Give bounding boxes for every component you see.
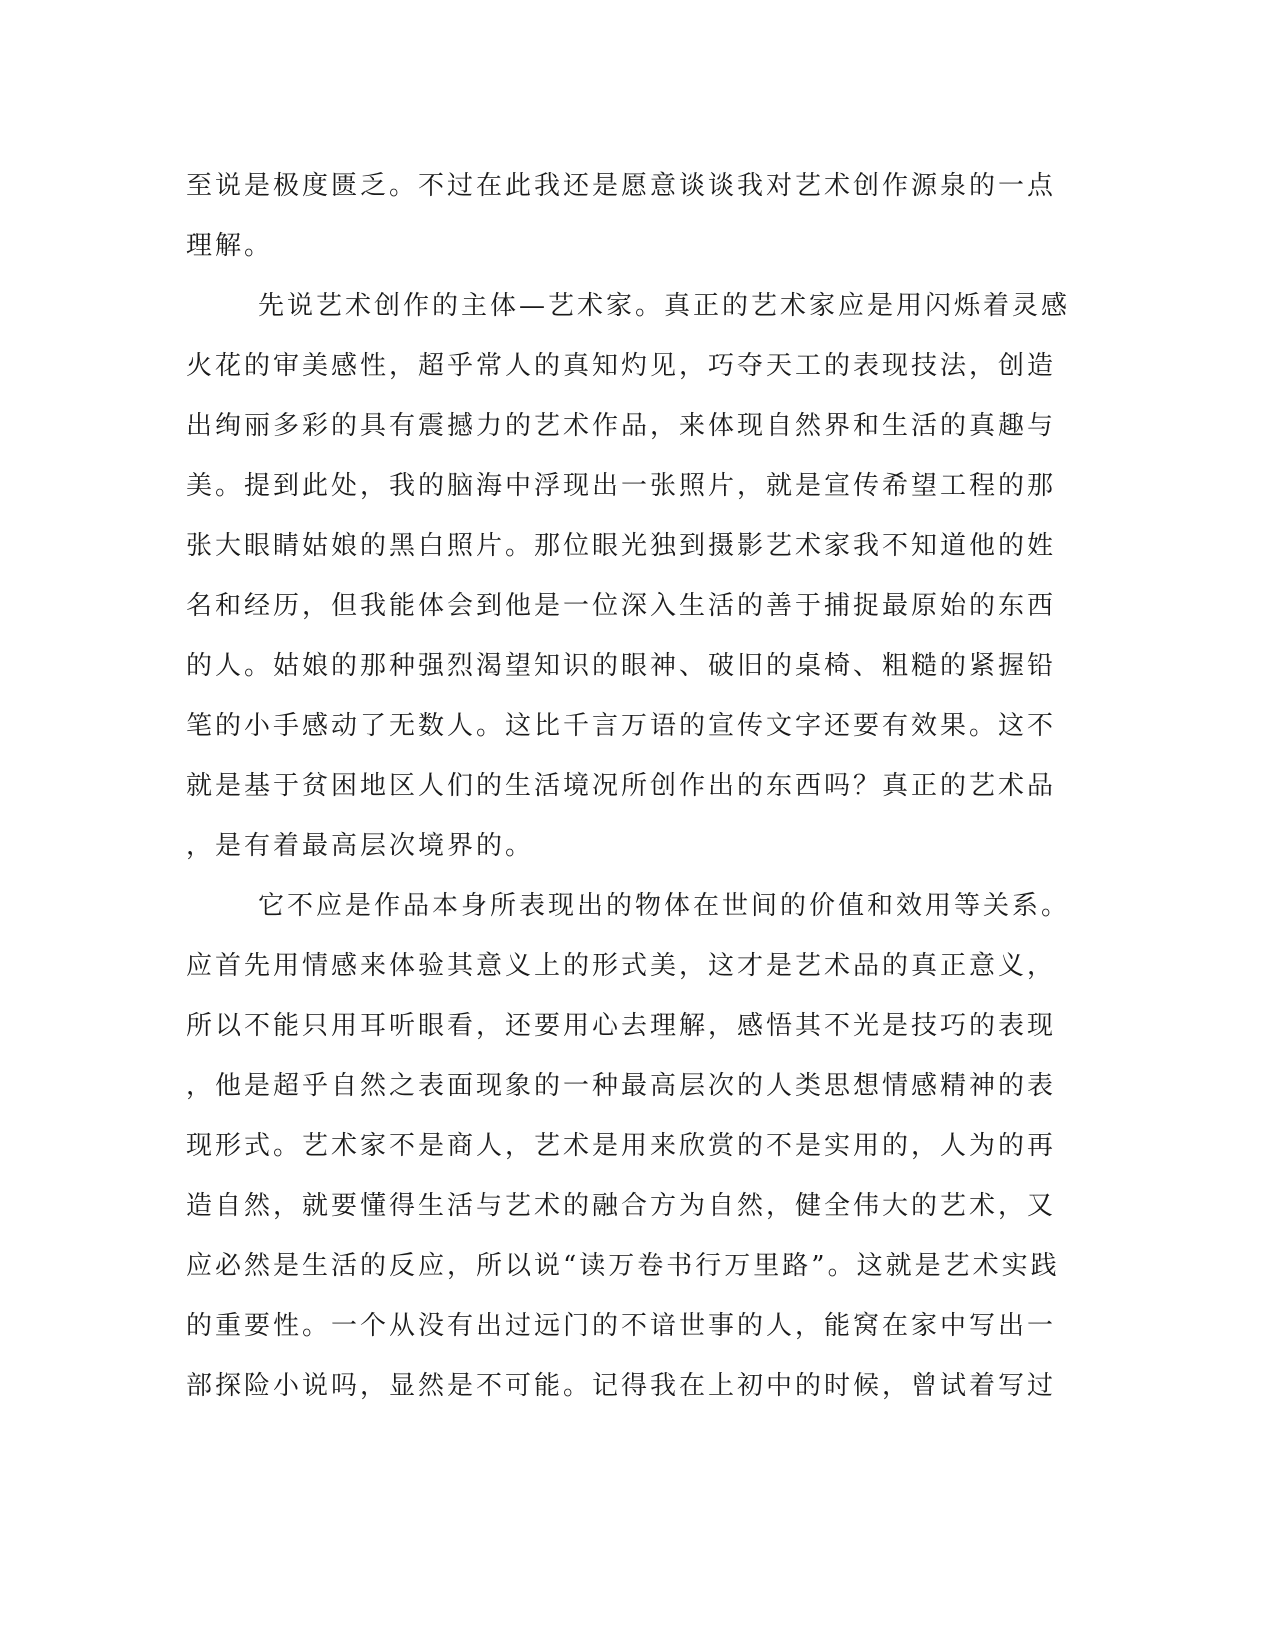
- text-line: 名和经历，但我能体会到他是一位深入生活的善于捕捉最原始的东西: [186, 591, 1057, 621]
- text-line: 它不应是作品本身所表现出的物体在世间的价值和效用等关系。: [258, 891, 1071, 921]
- text-line: 先说艺术创作的主体—艺术家。真正的艺术家应是用闪烁着灵感: [258, 291, 1071, 321]
- text-line: 火花的审美感性，超乎常人的真知灼见，巧夺天工的表现技法，创造: [186, 351, 1057, 381]
- text-line: ，是有着最高层次境界的。: [186, 831, 535, 861]
- text-line: 的重要性。一个从没有出过远门的不谙世事的人，能窝在家中写出一: [186, 1311, 1057, 1341]
- text-line: 所以不能只用耳听眼看，还要用心去理解，感悟其不光是技巧的表现: [186, 1011, 1057, 1041]
- text-line: 张大眼睛姑娘的黑白照片。那位眼光独到摄影艺术家我不知道他的姓: [186, 531, 1057, 561]
- text-line: 部探险小说吗，显然是不可能。记得我在上初中的时候，曾试着写过: [186, 1371, 1057, 1401]
- body-text: [186, 156, 1071, 1416]
- text-line: 笔的小手感动了无数人。这比千言万语的宣传文字还要有效果。这不: [186, 711, 1057, 741]
- text-line: 应必然是生活的反应，所以说“读万卷书行万里路”。这就是艺术实践: [186, 1251, 1060, 1281]
- text-line: 至说是极度匮乏。不过在此我还是愿意谈谈我对艺术创作源泉的一点: [186, 171, 1057, 201]
- text-line: 美。提到此处，我的脑海中浮现出一张照片，就是宣传希望工程的那: [186, 471, 1057, 501]
- text-line: 的人。姑娘的那种强烈渴望知识的眼神、破旧的桌椅、粗糙的紧握铅: [186, 651, 1057, 681]
- text-line: 现形式。艺术家不是商人，艺术是用来欣赏的不是实用的，人为的再: [186, 1131, 1057, 1161]
- text-line: 造自然，就要懂得生活与艺术的融合方为自然，健全伟大的艺术，又: [186, 1191, 1057, 1221]
- text-line: 理解。: [186, 231, 274, 261]
- text-line: 应首先用情感来体验其意义上的形式美，这才是艺术品的真正意义，: [186, 951, 1057, 981]
- text-line: 就是基于贫困地区人们的生活境况所创作出的东西吗？真正的艺术品: [186, 771, 1057, 801]
- text-line: ，他是超乎自然之表面现象的一种最高层次的人类思想情感精神的表: [186, 1071, 1057, 1101]
- text-line: 出绚丽多彩的具有震撼力的艺术作品，来体现自然界和生活的真趣与: [186, 411, 1057, 441]
